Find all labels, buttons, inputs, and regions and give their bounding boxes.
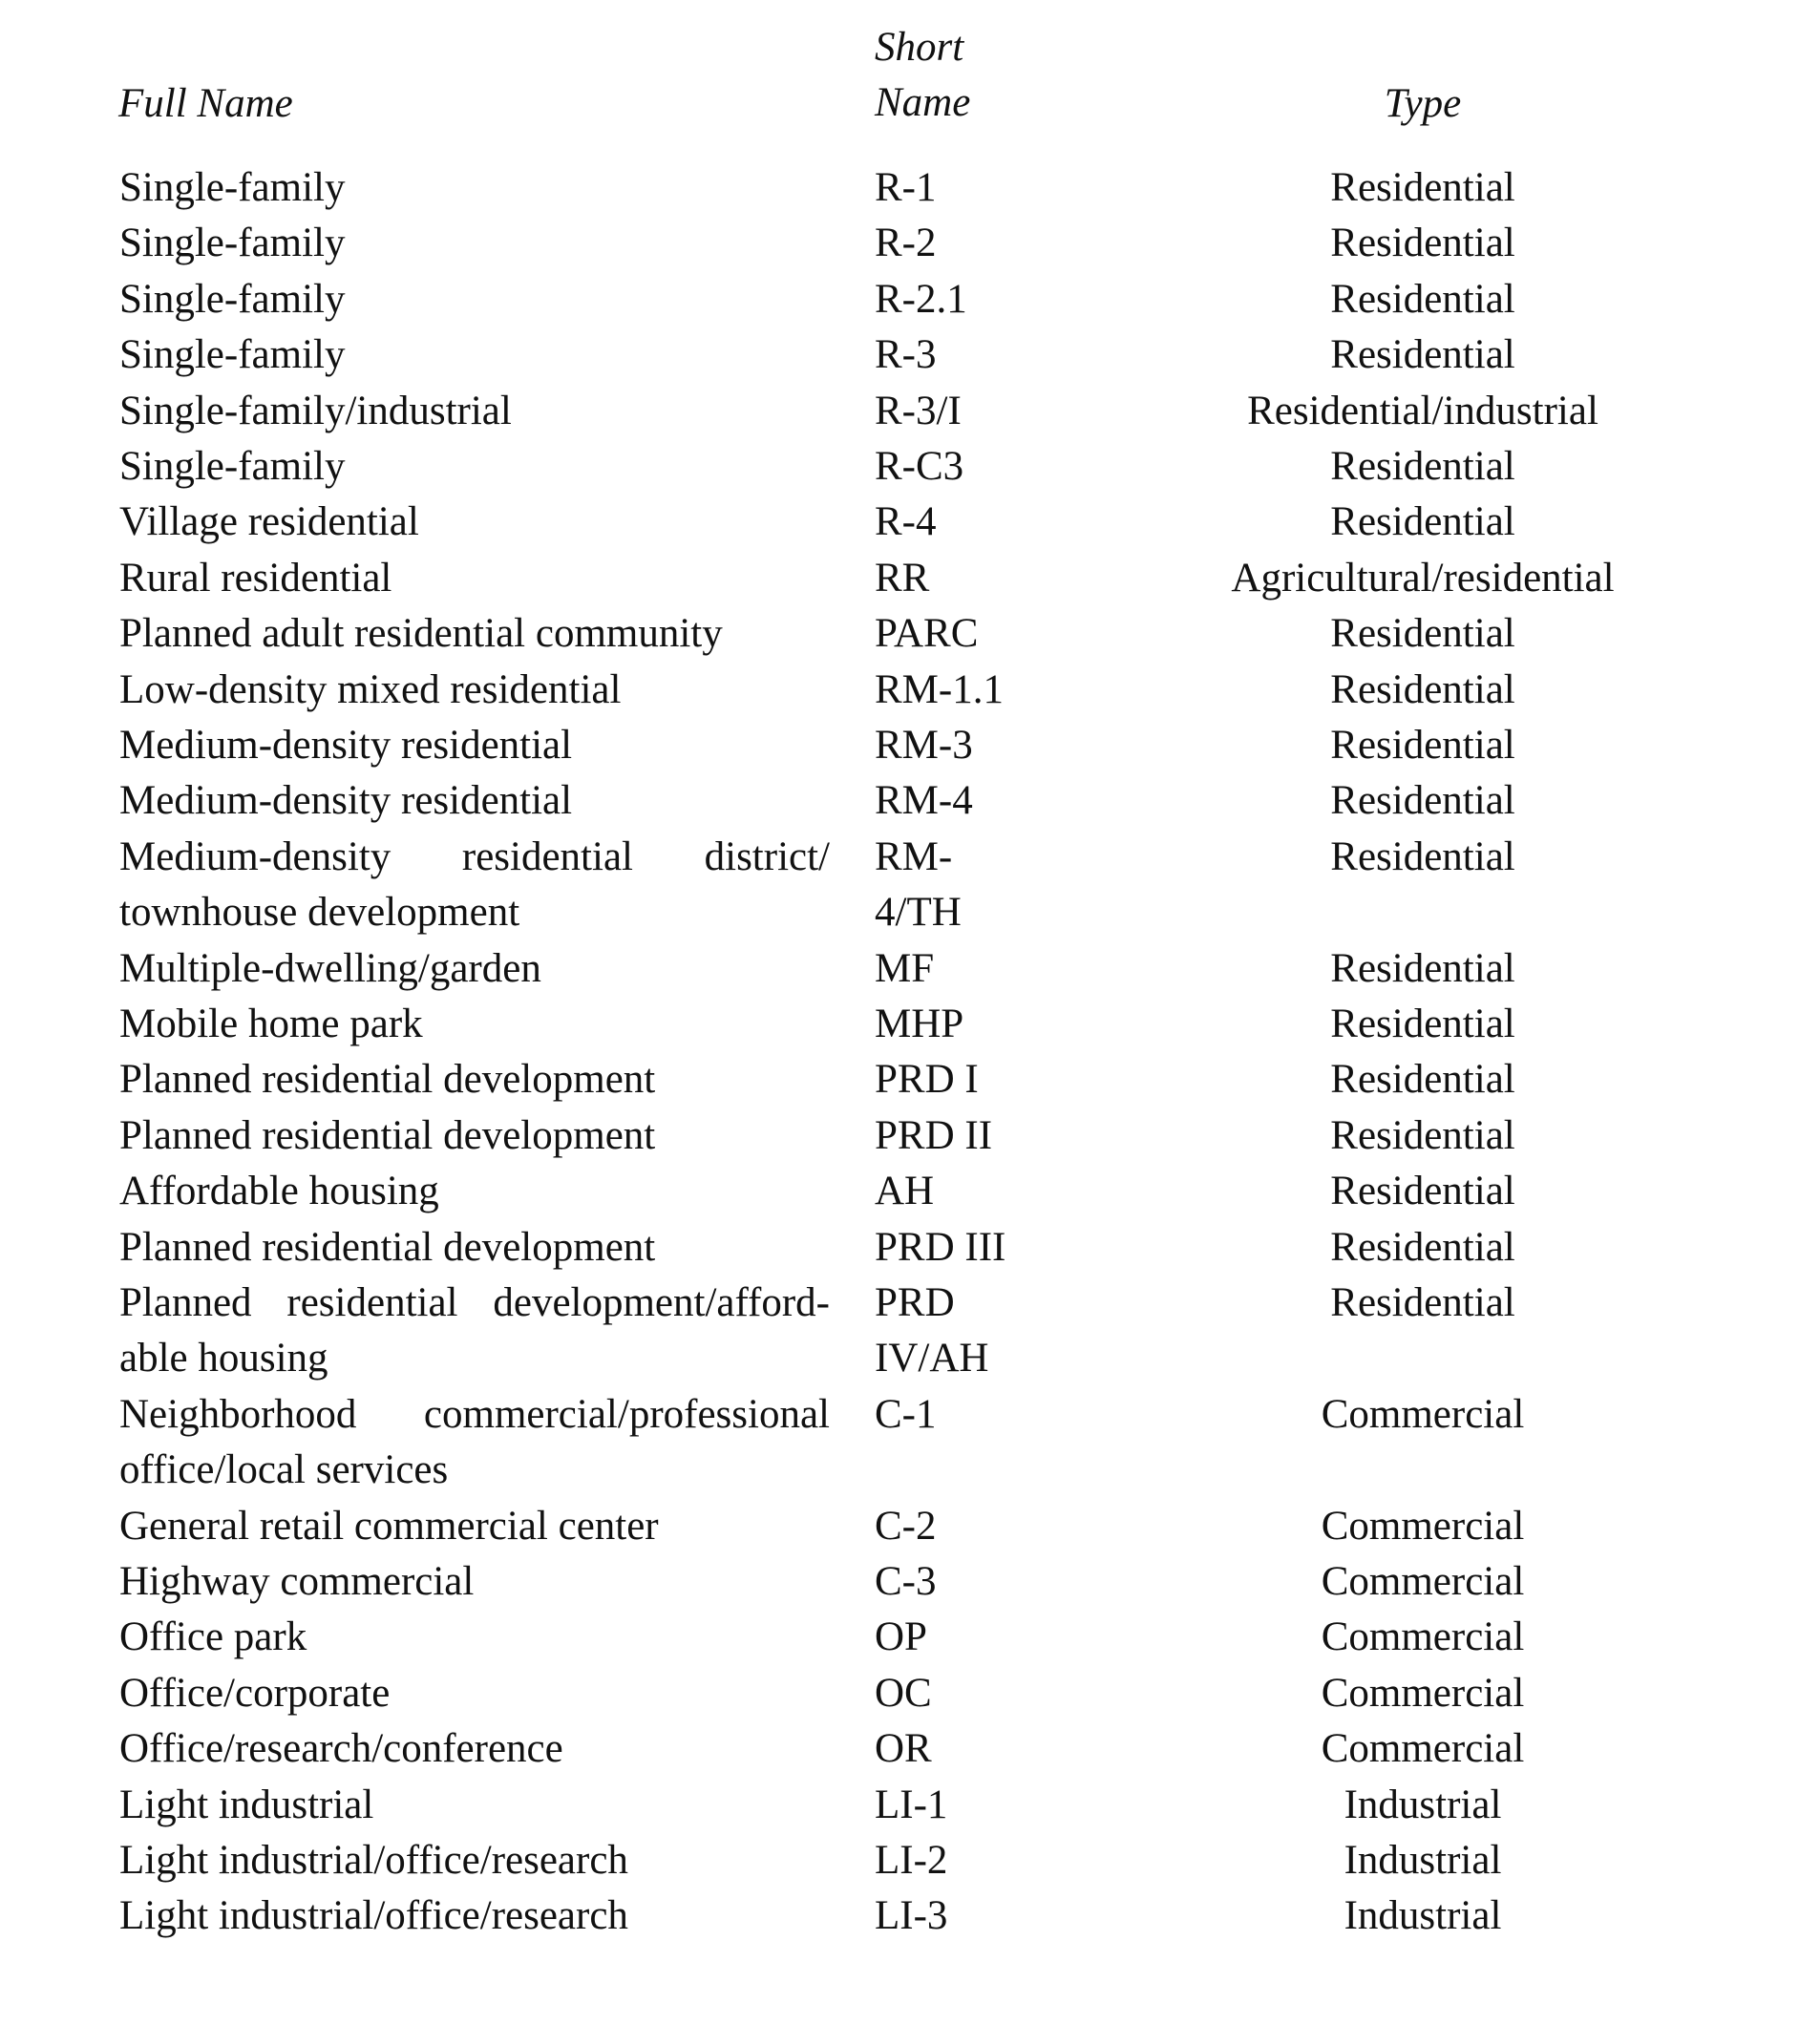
cell-full-name: Planned adult residential community [119,611,723,657]
table-row [0,997,1820,1052]
table-row [0,1164,1820,1219]
cell-type: Industrial [1344,1782,1502,1827]
table-row [0,1833,1820,1888]
table-row [0,1721,1820,1777]
cell-type: Residential [1330,945,1515,991]
header-short-name [875,20,970,131]
cell-short-name: LI-2 [875,1838,948,1883]
cell-short-name: PRD I [875,1057,979,1103]
cell-short-name: RM- 4/TH [875,833,962,936]
cell-full-name: Single-family [119,221,346,266]
cell-short-name: PRD II [875,1112,993,1158]
cell-short-name: R-4 [875,499,937,545]
table-row [0,1108,1820,1164]
table-row [0,663,1820,718]
cell-short-name: OP [875,1614,927,1660]
cell-full-name: Affordable housing [119,1169,439,1214]
table-row [0,272,1820,327]
cell-short-name: RM-1.1 [875,666,1004,712]
table-row [0,1499,1820,1554]
cell-short-name: RR [875,555,930,601]
table-row [0,1778,1820,1833]
cell-short-name: C-2 [875,1503,937,1549]
cell-full-name: Single-family [119,165,346,210]
table-row [0,216,1820,271]
table-row [0,718,1820,773]
cell-full-name: General retail commercial center [119,1503,659,1549]
header-full-name: Full Name [118,81,293,126]
cell-full-name: Office/corporate [119,1670,391,1716]
cell-full-name: Light industrial/office/research [119,1893,628,1939]
table-row [0,1610,1820,1665]
header-short-name-line1: Short [875,25,964,70]
table-row [0,551,1820,606]
cell-short-name: OC [875,1670,932,1716]
cell-type: Commercial [1321,1503,1525,1549]
cell-short-name: PRD IV/AH [875,1280,989,1382]
cell-short-name: RM-4 [875,778,973,824]
header-short-name-line2: Name [875,80,971,125]
table-row [0,1052,1820,1107]
cell-full-name: Planned residential development [119,1057,656,1103]
table-row [0,495,1820,550]
cell-short-name: MHP [875,1002,964,1046]
cell-type: Industrial [1344,1838,1502,1883]
cell-short-name: R-2.1 [875,276,967,322]
cell-type: Residential [1330,165,1515,210]
cell-type: Agricultural/residential [1231,555,1615,601]
table-row [0,1220,1820,1276]
table-row [0,1387,1820,1499]
cell-full-name: Planned residential development/afford- able housing [119,1280,830,1382]
cell-type: Residential/industrial [1247,388,1598,433]
cell-type: Residential [1330,1280,1515,1325]
cell-full-name: Mobile home park [119,1002,423,1046]
cell-type: Residential [1330,221,1515,266]
cell-full-name: Single-family/industrial [119,388,512,433]
cell-short-name: R-3 [875,332,937,378]
cell-full-name: Medium-density residential district/ townhouse development [119,833,830,936]
cell-type: Residential [1330,444,1515,489]
cell-type: Commercial [1321,1614,1525,1660]
cell-type: Commercial [1321,1391,1525,1437]
cell-full-name: Planned residential development [119,1224,656,1270]
cell-short-name: PARC [875,611,979,657]
table-row [0,1276,1820,1387]
cell-full-name: Office park [119,1614,307,1660]
table-row [0,1666,1820,1721]
cell-type: Residential [1330,1057,1515,1103]
cell-short-name: R-1 [875,165,937,210]
cell-short-name: AH [875,1169,935,1214]
cell-type: Residential [1330,276,1515,322]
cell-type: Commercial [1321,1726,1525,1772]
table-row [0,1554,1820,1610]
cell-full-name: Medium-density residential [119,723,573,768]
cell-type: Residential [1330,1224,1515,1270]
cell-type: Residential [1330,1112,1515,1158]
cell-type: Residential [1330,499,1515,545]
cell-short-name: OR [875,1726,932,1772]
cell-full-name: Rural residential [119,555,392,601]
cell-short-name: LI-3 [875,1893,948,1939]
cell-full-name: Single-family [119,444,346,489]
cell-full-name: Neighborhood commercial/professional office/local services [119,1391,830,1493]
table-row [0,773,1820,829]
cell-type: Residential [1330,778,1515,824]
cell-short-name: MF [875,945,935,991]
cell-short-name: LI-1 [875,1782,948,1827]
cell-full-name: Office/research/conference [119,1726,563,1772]
table-row [0,1888,1820,1944]
cell-full-name: Highway commercial [119,1559,475,1604]
cell-type: Residential [1330,1169,1515,1214]
cell-full-name: Single-family [119,276,346,322]
cell-full-name: Light industrial/office/research [119,1838,628,1883]
table-row [0,606,1820,662]
cell-full-name: Medium-density residential [119,778,573,824]
cell-short-name: C-1 [875,1391,937,1437]
cell-type: Commercial [1321,1559,1525,1604]
cell-short-name: C-3 [875,1559,937,1604]
cell-short-name: R-3/I [875,388,962,433]
table-row [0,941,1820,997]
cell-type: Residential [1330,833,1515,879]
cell-type: Residential [1330,666,1515,712]
cell-short-name: R-2 [875,221,937,266]
cell-type: Commercial [1321,1670,1525,1716]
cell-full-name: Low-density mixed residential [119,666,622,712]
cell-type: Residential [1330,611,1515,657]
cell-full-name: Single-family [119,332,346,378]
cell-short-name: PRD III [875,1224,1006,1270]
cell-full-name: Light industrial [119,1782,374,1827]
cell-short-name: R-C3 [875,444,964,489]
cell-type: Residential [1330,1002,1515,1046]
table-row [0,439,1820,495]
cell-type: Residential [1330,332,1515,378]
cell-full-name: Village residential [119,499,419,545]
cell-full-name: Multiple-dwelling/garden [119,945,541,991]
table-row [0,327,1820,383]
cell-full-name: Planned residential development [119,1112,656,1158]
header-type: Type [1384,81,1462,126]
cell-type: Industrial [1344,1893,1502,1939]
table-row [0,384,1820,439]
cell-short-name: RM-3 [875,723,973,768]
cell-type: Residential [1330,723,1515,768]
table-row [0,160,1820,216]
table-row [0,830,1820,941]
